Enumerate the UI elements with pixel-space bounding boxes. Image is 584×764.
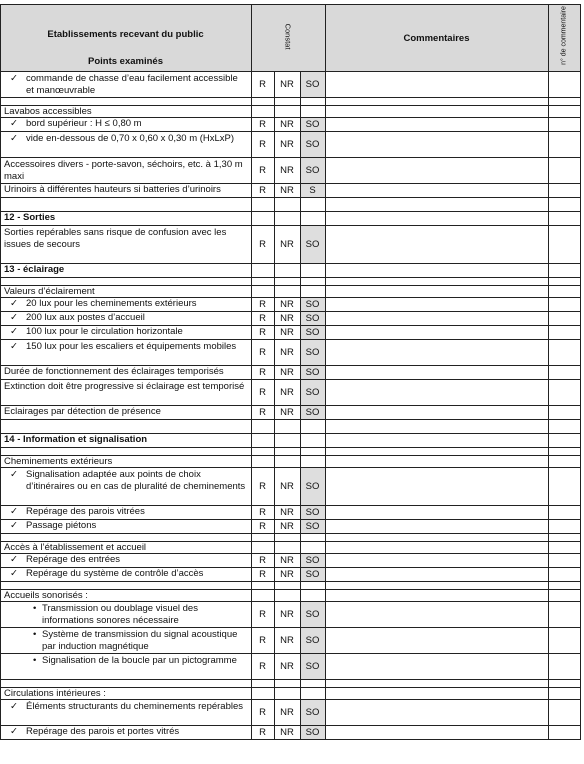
- constat-so-option[interactable]: SO: [305, 326, 320, 338]
- row-border: [0, 589, 581, 590]
- row-border: [0, 519, 581, 520]
- checkmark-icon: ✓: [10, 118, 18, 129]
- bullet-icon: •: [33, 629, 37, 640]
- row-border: [0, 679, 581, 680]
- constat-so-option[interactable]: SO: [305, 480, 320, 492]
- row-border: [0, 311, 581, 312]
- checklist-item: [0, 405, 251, 419]
- item-text: Durée de fonctionnement des éclairages temporisés: [4, 366, 224, 377]
- constat-nr-option[interactable]: NR: [280, 184, 294, 196]
- checklist-item: [0, 505, 251, 519]
- header-subtitle: Points examinés: [88, 56, 163, 67]
- checkmark-icon: ✓: [10, 520, 18, 531]
- constat-r-option[interactable]: R: [259, 726, 266, 738]
- checkmark-icon: ✓: [10, 568, 18, 579]
- item-text: Accueils sonorisés :: [4, 590, 88, 601]
- row-border: [0, 419, 581, 420]
- item-text: Signalisation adaptée aux points de choix d’itinéraires ou en cas de pluralité de cheminements: [26, 469, 246, 492]
- item-text: Cheminements extérieurs: [4, 456, 113, 467]
- checklist-item: [0, 467, 251, 505]
- constat-r-option[interactable]: R: [259, 520, 266, 532]
- constat-nr-option[interactable]: NR: [280, 346, 294, 358]
- constat-nr-option[interactable]: NR: [280, 554, 294, 566]
- item-text: Valeurs d’éclairement: [4, 286, 95, 297]
- constat-so-option[interactable]: SO: [305, 520, 320, 532]
- item-text: 200 lux aux postes d’accueil: [26, 312, 145, 323]
- header-top-border: [0, 4, 580, 5]
- column-border: [251, 4, 252, 739]
- constat-r-option[interactable]: R: [259, 312, 266, 324]
- bullet-icon: •: [33, 603, 37, 614]
- item-text: commande de chasse d’eau facilement accessible et manœuvrable: [26, 73, 238, 96]
- constat-so-option[interactable]: SO: [305, 366, 320, 378]
- constat-r-option[interactable]: R: [259, 118, 266, 130]
- constat-s-option[interactable]: S: [309, 184, 316, 196]
- checkmark-icon: ✓: [10, 298, 18, 309]
- item-text: vide en-dessous de 0,70 x 0,60 x 0,30 m (HxLxP): [26, 133, 235, 144]
- constat-nr-option[interactable]: NR: [280, 164, 294, 176]
- bullet-icon: •: [33, 655, 37, 666]
- item-text: Passage piétons: [26, 520, 97, 531]
- row-border: [0, 627, 581, 628]
- item-text: 14 - Information et signalisation: [4, 434, 148, 445]
- checklist-item: [0, 567, 251, 581]
- constat-nr-option[interactable]: NR: [280, 406, 294, 418]
- row-border: [0, 533, 581, 534]
- row-border: [0, 71, 581, 72]
- group-label: [0, 589, 251, 601]
- constat-nr-option[interactable]: NR: [280, 520, 294, 532]
- row-border: [0, 601, 581, 602]
- header-constat: Constat: [283, 23, 293, 50]
- checkmark-icon: ✓: [10, 469, 18, 480]
- item-text: 20 lux pour les cheminements extérieurs: [26, 298, 197, 309]
- constat-nr-option[interactable]: NR: [280, 568, 294, 580]
- header-commentaires: Commentaires: [403, 33, 470, 44]
- row-border: [0, 97, 581, 98]
- item-text: 13 - éclairage: [4, 264, 65, 275]
- constat-nr-option[interactable]: NR: [280, 660, 294, 672]
- row-border: [0, 687, 581, 688]
- item-text: Accès à l’établissement et accueil: [4, 542, 147, 553]
- constat-nr-option[interactable]: NR: [280, 298, 294, 310]
- constat-so-option[interactable]: SO: [305, 298, 320, 310]
- constat-so-option[interactable]: SO: [305, 506, 320, 518]
- row-border: [0, 725, 581, 726]
- checkmark-icon: ✓: [10, 506, 18, 517]
- checkmark-icon: ✓: [10, 73, 18, 84]
- constat-nr-option[interactable]: NR: [280, 506, 294, 518]
- constat-r-option[interactable]: R: [259, 406, 266, 418]
- checklist-item: [0, 225, 251, 263]
- constat-nr-option[interactable]: NR: [280, 326, 294, 338]
- checkmark-icon: ✓: [10, 701, 18, 712]
- checkmark-icon: ✓: [10, 726, 18, 737]
- item-text: bord supérieur : H ≤ 0,80 m: [26, 118, 142, 129]
- constat-r-option[interactable]: R: [259, 326, 266, 338]
- constat-r-option[interactable]: R: [259, 660, 266, 672]
- constat-so-option[interactable]: SO: [305, 660, 320, 672]
- item-text: 100 lux pour le circulation horizontale: [26, 326, 183, 337]
- row-border: [0, 277, 581, 278]
- checkmark-icon: ✓: [10, 133, 18, 144]
- row-border: [0, 541, 581, 542]
- constat-r-option[interactable]: R: [259, 608, 266, 620]
- item-text: Urinoirs à différentes hauteurs si batteries d’urinoirs: [4, 184, 221, 195]
- row-border: [0, 211, 581, 212]
- checklist-item: [0, 131, 251, 157]
- group-label: [0, 285, 251, 297]
- column-border: [0, 4, 1, 739]
- constat-r-option[interactable]: R: [259, 238, 266, 250]
- checklist-item: [0, 519, 251, 533]
- group-label: [0, 447, 251, 455]
- item-text: Accessoires divers - porte-savon, séchoirs, etc. à 1,30 m maxi: [4, 159, 243, 182]
- section-heading: [0, 211, 251, 225]
- row-border: [0, 455, 581, 456]
- checklist-item: [0, 157, 251, 183]
- constat-so-option[interactable]: SO: [305, 406, 320, 418]
- constat-r-option[interactable]: R: [259, 386, 266, 398]
- checklist-item: [0, 699, 251, 725]
- constat-r-option[interactable]: R: [259, 78, 266, 90]
- column-border: [580, 4, 581, 739]
- constat-r-option[interactable]: R: [259, 366, 266, 378]
- constat-so-option[interactable]: SO: [305, 568, 320, 580]
- row-border: [0, 285, 581, 286]
- checklist-item: [0, 627, 251, 653]
- item-text: Transmission ou doublage visuel des informations sonores nécessaire: [42, 603, 198, 626]
- checkmark-icon: ✓: [10, 312, 18, 323]
- group-label: [0, 277, 251, 285]
- constat-r-option[interactable]: R: [259, 568, 266, 580]
- constat-nr-option[interactable]: NR: [280, 312, 294, 324]
- row-border: [0, 325, 581, 326]
- group-label: [0, 581, 251, 589]
- checklist-item: [0, 117, 251, 131]
- constat-r-option[interactable]: R: [259, 164, 266, 176]
- item-text: Extinction doit être progressive si éclairage est temporisé: [4, 381, 245, 392]
- checklist-item: [0, 601, 251, 627]
- group-label: [0, 105, 251, 117]
- row-border: [0, 263, 581, 264]
- constat-so-option[interactable]: SO: [305, 164, 320, 176]
- row-border: [0, 447, 581, 448]
- item-text: 12 - Sorties: [4, 212, 56, 223]
- constat-r-option[interactable]: R: [259, 138, 266, 150]
- section-heading: [0, 263, 251, 277]
- item-text: 150 lux pour les escaliers et équipements mobiles: [26, 341, 237, 352]
- constat-so-option[interactable]: SO: [305, 138, 320, 150]
- row-border: [0, 225, 581, 226]
- row-border: [0, 699, 581, 700]
- checkmark-icon: ✓: [10, 341, 18, 352]
- row-border: [0, 433, 581, 434]
- row-border: [0, 297, 581, 298]
- constat-r-option[interactable]: R: [259, 298, 266, 310]
- constat-nr-option[interactable]: NR: [280, 238, 294, 250]
- group-label: [0, 419, 251, 433]
- item-text: Éléments structurants du cheminements repérables: [26, 701, 244, 712]
- group-label: [0, 455, 251, 467]
- row-border: [0, 105, 581, 106]
- column-border: [325, 4, 326, 739]
- constat-nr-option[interactable]: NR: [280, 366, 294, 378]
- item-text: Circulations intérieures :: [4, 688, 106, 699]
- group-label: [0, 533, 251, 541]
- constat-so-option[interactable]: SO: [305, 726, 320, 738]
- constat-so-option[interactable]: SO: [305, 118, 320, 130]
- constat-nr-option[interactable]: NR: [280, 480, 294, 492]
- group-label: [0, 679, 251, 687]
- group-label: [0, 687, 251, 699]
- checklist-item: [0, 311, 251, 325]
- checklist-item: [0, 379, 251, 405]
- row-border: [0, 653, 581, 654]
- constat-so-option[interactable]: SO: [305, 386, 320, 398]
- row-border: [0, 581, 581, 582]
- constat-so-option[interactable]: SO: [305, 634, 320, 646]
- row-border: [0, 567, 581, 568]
- item-text: Lavabos accessibles: [4, 106, 92, 117]
- constat-nr-option[interactable]: NR: [280, 706, 294, 718]
- header-num-commentaire: n° de commentaire: [560, 6, 568, 65]
- item-text: Sorties repérables sans risque de confusion avec les issues de secours: [4, 227, 227, 250]
- column-border: [548, 4, 549, 739]
- row-border: [0, 339, 581, 340]
- constat-so-option[interactable]: SO: [305, 346, 320, 358]
- constat-r-option[interactable]: R: [259, 506, 266, 518]
- row-border: [0, 197, 581, 198]
- item-text: Repérage du système de contrôle d’accès: [26, 568, 204, 579]
- row-border: [0, 131, 581, 132]
- section-heading: [0, 433, 251, 447]
- constat-r-option[interactable]: R: [259, 346, 266, 358]
- checkmark-icon: ✓: [10, 326, 18, 337]
- checklist-item: [0, 297, 251, 311]
- item-text: Repérage des parois et portes vitrés: [26, 726, 180, 737]
- constat-so-option[interactable]: SO: [305, 706, 320, 718]
- checklist-item: [0, 183, 251, 197]
- constat-nr-option[interactable]: NR: [280, 138, 294, 150]
- constat-so-option[interactable]: SO: [305, 554, 320, 566]
- row-border: [0, 379, 581, 380]
- constat-so-option[interactable]: SO: [305, 608, 320, 620]
- checklist-item: [0, 365, 251, 379]
- group-label: [0, 541, 251, 553]
- constat-r-option[interactable]: R: [259, 480, 266, 492]
- group-label: [0, 197, 251, 211]
- constat-nr-option[interactable]: NR: [280, 118, 294, 130]
- constat-nr-option[interactable]: NR: [280, 386, 294, 398]
- constat-so-option[interactable]: SO: [305, 78, 320, 90]
- constat-r-option[interactable]: R: [259, 554, 266, 566]
- item-text: Repérage des entrées: [26, 554, 121, 565]
- header-title: Etablissements recevant du public: [47, 29, 204, 40]
- item-text: Signalisation de la boucle par un pictogramme: [42, 655, 237, 666]
- row-border: [0, 405, 581, 406]
- checklist-item: [0, 553, 251, 567]
- constat-nr-option[interactable]: NR: [280, 78, 294, 90]
- constat-nr-option[interactable]: NR: [280, 726, 294, 738]
- row-border: [0, 365, 581, 366]
- constat-r-option[interactable]: R: [259, 706, 266, 718]
- constat-r-option[interactable]: R: [259, 184, 266, 196]
- checklist-item: [0, 325, 251, 339]
- constat-so-option[interactable]: SO: [305, 312, 320, 324]
- item-text: Repérage des parois vitrées: [26, 506, 145, 517]
- row-border: [0, 467, 581, 468]
- constat-r-option[interactable]: R: [259, 634, 266, 646]
- row-border: [0, 505, 581, 506]
- item-text: Eclairages par détection de présence: [4, 406, 161, 417]
- item-text: Système de transmission du signal acoustique par induction magnétique: [42, 629, 238, 652]
- checklist-item: [0, 653, 251, 679]
- constat-nr-option[interactable]: NR: [280, 608, 294, 620]
- row-border: [0, 739, 581, 740]
- constat-nr-option[interactable]: NR: [280, 634, 294, 646]
- row-border: [0, 183, 581, 184]
- constat-so-option[interactable]: SO: [305, 238, 320, 250]
- row-border: [0, 157, 581, 158]
- checklist-item: [0, 725, 251, 739]
- checkmark-icon: ✓: [10, 554, 18, 565]
- checklist-item: [0, 71, 251, 97]
- row-border: [0, 553, 581, 554]
- row-border: [0, 117, 581, 118]
- group-label: [0, 97, 251, 105]
- checklist-item: [0, 339, 251, 365]
